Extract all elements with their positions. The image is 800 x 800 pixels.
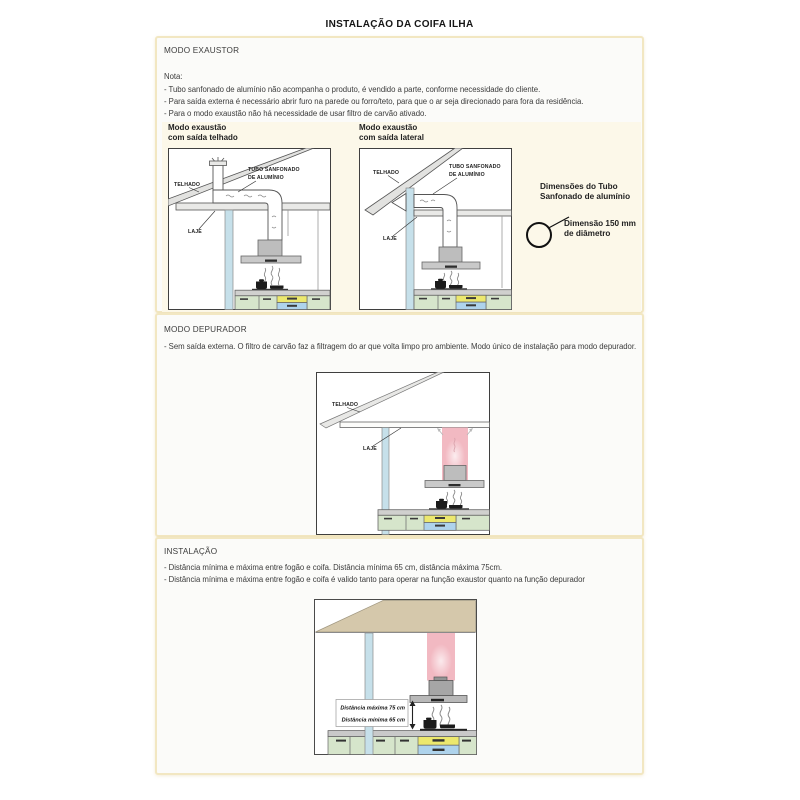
- kitchen-cabinets: [235, 290, 330, 309]
- laje-slab: [340, 422, 490, 428]
- nota-bullet: - Para saída externa é necessário abrir furo na parede ou forro/teto, para que o ar seja direcionado para fora da residência.: [164, 97, 584, 106]
- content-column: [155, 12, 644, 792]
- diagram-installation-distances: [314, 599, 477, 755]
- label-telhado: TELHADO: [332, 402, 359, 408]
- tube-dimensions-title: Dimensões do Tubo Sanfonado de alumínio: [540, 182, 631, 201]
- label-tubo: TUBO SANFONADO: [248, 167, 300, 173]
- label-laje: LAJE: [188, 229, 202, 235]
- diagram-title-roof-outlet: Modo exaustão com saída telhado: [168, 123, 238, 142]
- diagram-depurador: [316, 372, 490, 535]
- nota-bullet: - Distância mínima e máxima entre fogão e coifa. Distância mínima 65 cm, distância máxima 75cm.: [164, 563, 503, 572]
- label-telhado: TELHADO: [373, 170, 400, 176]
- kitchen-cabinets: [328, 731, 477, 755]
- diagram-title-side-outlet: Modo exaustão com saída lateral: [359, 123, 424, 142]
- section-header: MODO DEPURADOR: [164, 325, 247, 334]
- section-header: INSTALAÇÃO: [164, 547, 218, 556]
- hood-chimney: [258, 240, 282, 256]
- nota-label: Nota:: [164, 72, 183, 81]
- pillar: [225, 210, 233, 310]
- label-tubo: DE ALUMÍNIO: [449, 172, 485, 178]
- page-title: INSTALAÇÃO DA COIFA ILHA: [325, 19, 474, 30]
- label-laje: LAJE: [363, 446, 377, 452]
- pillar: [365, 633, 373, 755]
- label-telhado: TELHADO: [174, 182, 201, 188]
- diagram-exhaust-side-outlet: [359, 148, 512, 310]
- label-tubo: DE ALUMÍNIO: [248, 175, 284, 181]
- label-max-distance: Distância máxima 75 cm: [340, 705, 405, 712]
- tube-diameter-note: Dimensão 150 mm de diâmetro: [564, 219, 636, 238]
- nota-bullet: - Distância mínima e máxima entre fogão e coifa é valido tanto para operar na função exaustor quanto na função depurador: [164, 575, 585, 584]
- diagram-exhaust-roof-outlet: [168, 148, 331, 310]
- cooktop: [420, 729, 467, 731]
- section-modo-exaustor: [155, 36, 644, 313]
- pillar: [406, 188, 414, 310]
- kitchen-cabinets: [378, 510, 490, 531]
- label-tubo: TUBO SANFONADO: [449, 164, 501, 170]
- laje-slab: [414, 210, 512, 216]
- section-instalacao: [155, 537, 644, 775]
- section-header: MODO EXAUSTOR: [164, 46, 240, 55]
- diagram-strip: [162, 122, 641, 312]
- hood-chimney: [439, 247, 462, 262]
- laje-slab: [176, 203, 330, 210]
- nota-bullet: - Para o modo exaustão não há necessidade de usar filtro de carvão ativado.: [164, 109, 427, 118]
- section-modo-depurador: [155, 313, 644, 537]
- label-min-distance: Distância mínima 65 cm: [341, 717, 405, 724]
- nota-bullet: - Sem saída externa. O filtro de carvão faz a filtragem do ar que volta limpo pro ambiente. Modo único de instalação para modo depurador.: [164, 342, 637, 351]
- nota-bullet: - Tubo sanfonado de alumínio não acompanha o produto, é vendido a parte, conforme necessidade do cliente.: [164, 85, 541, 94]
- label-laje: LAJE: [383, 236, 397, 242]
- kitchen-cabinets: [414, 290, 512, 310]
- hood-chimney: [444, 466, 466, 481]
